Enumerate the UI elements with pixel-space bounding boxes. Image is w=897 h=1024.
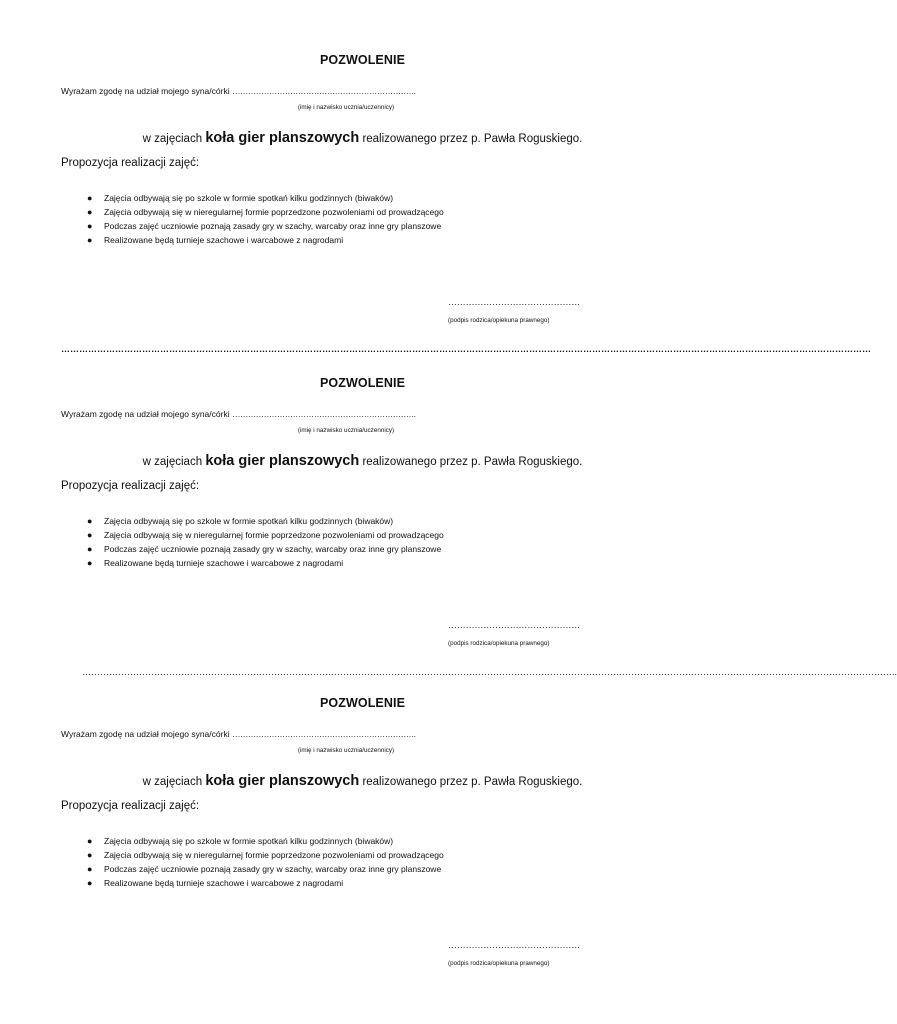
signature-caption: (podpis rodzica/opiekuna prawnego) [448, 960, 550, 967]
list-item: ● Realizowane będą turnieje szachowe i warcabowe z nagrodami [87, 235, 344, 245]
activity-prefix: w zajęciach [142, 776, 203, 788]
activity-name: koła gier planszowych [205, 773, 360, 789]
student-name-caption: (imię i nazwisko ucznia/uczennicy) [297, 104, 395, 111]
bullet-icon: ● [87, 235, 93, 245]
list-item: ● Zajęcia odbywają się po szkole w formie spotkań kilku godzinnych (biwaków) [87, 193, 394, 203]
list-item: ● Zajęcia odbywają się po szkole w formie spotkań kilku godzinnych (biwaków) [87, 836, 394, 846]
signature-blank[interactable]: ……………………………………… [448, 620, 581, 630]
list-item: ● Podczas zajęć uczniowie poznają zasady gry w szachy, warcaby oraz inne gry planszowe [87, 544, 442, 554]
student-name-blank[interactable]: ……………………………………………………………. [231, 409, 416, 419]
signature-caption: (podpis rodzica/opiekuna prawnego) [448, 317, 550, 324]
consent-statement [61, 86, 415, 96]
cut-line-separator: ……………………………………………………………………………………………………………………………………………………………………………………………………………………………………………….. [82, 667, 897, 677]
proposal-list [87, 834, 444, 890]
activity-statement [0, 130, 725, 146]
signature-blank[interactable]: ……………………………………… [448, 940, 581, 950]
signature-blank[interactable]: ……………………………………… [448, 297, 581, 307]
permission-form-1 [0, 0, 725, 324]
list-item: ● Zajęcia odbywają się w nieregularnej formie poprzedzone pozwoleniami od prowadzącego [87, 207, 444, 217]
form-title: POZWOLENIE [319, 696, 406, 710]
student-name-blank[interactable]: ……………………………………………………………. [231, 86, 416, 96]
bullet-icon: ● [87, 558, 93, 568]
student-name-caption: (imię i nazwisko ucznia/uczennicy) [297, 747, 395, 754]
bullet-icon: ● [87, 878, 93, 888]
list-item: ● Zajęcia odbywają się po szkole w formie spotkań kilku godzinnych (biwaków) [87, 516, 394, 526]
bullet-icon: ● [87, 516, 93, 526]
cut-line-separator: ……………………………………………………………………………………………………………………………………………………………………………………………………………………………………………… [61, 344, 871, 354]
bullet-icon: ● [87, 544, 93, 554]
form-title: POZWOLENIE [319, 376, 406, 390]
activity-prefix: w zajęciach [142, 456, 203, 468]
student-name-caption: (imię i nazwisko ucznia/uczennicy) [297, 427, 395, 434]
consent-text: Wyrażam zgodę na udział mojego syna/córki [61, 86, 230, 96]
activity-prefix: w zajęciach [142, 133, 203, 145]
consent-statement [61, 729, 415, 739]
consent-text: Wyrażam zgodę na udział mojego syna/córki [61, 729, 230, 739]
proposal-list [87, 514, 444, 570]
list-item: ● Realizowane będą turnieje szachowe i warcabowe z nagrodami [87, 558, 344, 568]
activity-suffix: realizowanego przez p. Pawła Roguskiego. [362, 776, 583, 788]
activity-name: koła gier planszowych [205, 453, 360, 469]
permission-form-2 [0, 323, 871, 647]
bullet-icon: ● [87, 193, 93, 203]
consent-statement [61, 409, 415, 419]
permission-form-3 [0, 643, 897, 967]
list-item: ● Podczas zajęć uczniowie poznają zasady gry w szachy, warcaby oraz inne gry planszowe [87, 864, 442, 874]
bullet-icon: ● [87, 836, 93, 846]
proposal-heading: Propozycja realizacji zajęć: [61, 480, 200, 492]
bullet-icon: ● [87, 530, 93, 540]
activity-statement [0, 773, 725, 789]
bullet-icon: ● [87, 207, 93, 217]
proposal-heading: Propozycja realizacji zajęć: [61, 157, 200, 169]
bullet-icon: ● [87, 850, 93, 860]
list-item: ● Zajęcia odbywają się w nieregularnej formie poprzedzone pozwoleniami od prowadzącego [87, 850, 444, 860]
activity-statement [0, 453, 725, 469]
list-item: ● Zajęcia odbywają się w nieregularnej formie poprzedzone pozwoleniami od prowadzącego [87, 530, 444, 540]
proposal-list [87, 191, 444, 247]
activity-suffix: realizowanego przez p. Pawła Roguskiego. [362, 456, 583, 468]
bullet-icon: ● [87, 864, 93, 874]
consent-text: Wyrażam zgodę na udział mojego syna/córki [61, 409, 230, 419]
student-name-blank[interactable]: ……………………………………………………………. [231, 729, 416, 739]
signature-caption: (podpis rodzica/opiekuna prawnego) [448, 640, 550, 647]
activity-suffix: realizowanego przez p. Pawła Roguskiego. [362, 133, 583, 145]
list-item: ● Realizowane będą turnieje szachowe i warcabowe z nagrodami [87, 878, 344, 888]
bullet-icon: ● [87, 221, 93, 231]
proposal-heading: Propozycja realizacji zajęć: [61, 800, 200, 812]
activity-name: koła gier planszowych [205, 130, 360, 146]
list-item: ● Podczas zajęć uczniowie poznają zasady gry w szachy, warcaby oraz inne gry planszowe [87, 221, 442, 231]
form-title: POZWOLENIE [319, 53, 406, 67]
